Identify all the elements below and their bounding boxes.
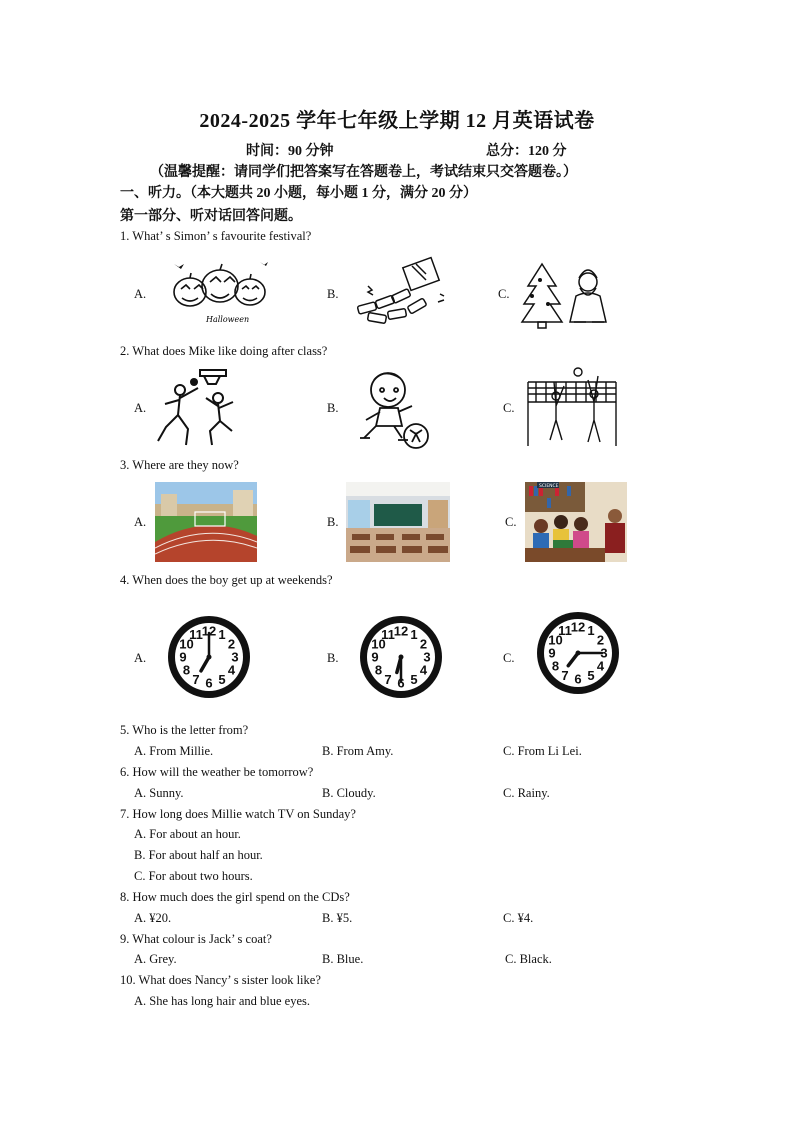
clock-number: 9 <box>179 649 187 665</box>
clock-number: 2 <box>596 632 605 648</box>
q5-option-a[interactable]: A. From Millie. <box>134 744 214 758</box>
clock-b-half-past-six <box>356 612 446 702</box>
library-photo <box>525 482 627 562</box>
clock-number: 2 <box>419 636 428 652</box>
christmas-santa-image <box>518 260 618 330</box>
clock-a-7-oclock <box>164 612 254 702</box>
halloween-pumpkins-image <box>168 256 274 330</box>
halloween-caption: Halloween <box>206 315 250 324</box>
clock-number: 8 <box>374 662 383 678</box>
question-8: 8. How much does the girl spend on the CDs? <box>120 890 350 904</box>
clock-number: 7 <box>192 672 200 688</box>
section-heading: 一、听力。（本大题共 20 小题，每小题 1 分，满分 20 分） <box>120 186 477 201</box>
question-10: 10. What does Nancy’ s sister look like? <box>120 973 321 987</box>
q1-option-c[interactable]: C. <box>498 287 510 301</box>
question-6: 6. How will the weather be tomorrow? <box>120 765 314 779</box>
q3-option-b[interactable]: B. <box>327 515 339 529</box>
q9-option-b[interactable]: B. Blue. <box>322 952 364 966</box>
clock-number: 11 <box>381 626 395 642</box>
q2-option-a[interactable]: A. <box>134 401 147 415</box>
q9-option-c[interactable]: C. Black. <box>505 952 552 966</box>
clock-number: 1 <box>410 626 418 642</box>
q6-option-b[interactable]: B. Cloudy. <box>322 786 376 800</box>
clock-number: 3 <box>231 649 239 665</box>
clock-number: 10 <box>371 636 386 652</box>
question-4: 4. When does the boy get up at weekends? <box>120 573 333 587</box>
exam-title: 2024-2025 学年七年级上学期 12 月英语试卷 <box>199 110 595 132</box>
question-3: 3. Where are they now? <box>120 458 239 472</box>
boy-football-image <box>346 366 436 452</box>
clock-number: 12 <box>393 623 409 639</box>
q5-option-b[interactable]: B. From Amy. <box>322 744 394 758</box>
clock-number: 12 <box>201 623 217 639</box>
q6-option-c[interactable]: C. Rainy. <box>503 786 550 800</box>
volleyball-players-image <box>526 366 618 448</box>
q8-option-c[interactable]: C. ¥4. <box>503 911 534 925</box>
clock-number: 2 <box>227 636 236 652</box>
playground-photo <box>155 482 257 562</box>
clock-number: 5 <box>410 672 418 688</box>
question-5: 5. Who is the letter from? <box>120 723 249 737</box>
clock-number: 1 <box>218 626 226 642</box>
classroom-photo <box>346 482 450 562</box>
q2-option-b[interactable]: B. <box>327 401 339 415</box>
q8-option-a[interactable]: A. ¥20. <box>134 911 172 925</box>
clock-number: 10 <box>548 632 563 648</box>
clock-number: 9 <box>548 645 556 661</box>
q7-option-b[interactable]: B. For about half an hour. <box>134 848 263 862</box>
clock-number: 11 <box>189 626 203 642</box>
library-sign: SCIENCE <box>539 484 559 489</box>
q1-option-b[interactable]: B. <box>327 287 339 301</box>
question-1: 1. What’ s Simon’ s favourite festival? <box>120 229 312 243</box>
clock-number: 10 <box>179 636 194 652</box>
exam-score: 总分：120 分 <box>486 144 567 159</box>
clock-number: 4 <box>596 658 605 674</box>
clock-number: 3 <box>600 645 608 661</box>
clock-number: 6 <box>397 675 405 691</box>
clock-number: 9 <box>371 649 379 665</box>
clock-number: 5 <box>218 672 226 688</box>
q10-option-a[interactable]: A. She has long hair and blue eyes. <box>134 994 311 1008</box>
part-heading: 第一部分、听对话回答问题。 <box>120 209 302 224</box>
q3-option-c[interactable]: C. <box>505 515 517 529</box>
question-9: 9. What colour is Jack’ s coat? <box>120 932 272 946</box>
clock-number: 4 <box>227 662 236 678</box>
clock-number: 11 <box>558 622 572 638</box>
clock-number: 7 <box>384 672 392 688</box>
firecrackers-image <box>348 256 454 330</box>
clock-number: 4 <box>419 662 428 678</box>
clock-number: 3 <box>423 649 431 665</box>
exam-notice: （温馨提醒：请同学们把答案写在答题卷上，考试结束只交答题卷。） <box>150 165 577 180</box>
q1-option-a[interactable]: A. <box>134 287 147 301</box>
q6-option-a[interactable]: A. Sunny. <box>134 786 184 800</box>
clock-number: 12 <box>570 619 586 635</box>
q3-option-a[interactable]: A. <box>134 515 147 529</box>
question-2: 2. What does Mike like doing after class? <box>120 344 328 358</box>
q9-option-a[interactable]: A. Grey. <box>134 952 177 966</box>
q5-option-c[interactable]: C. From Li Lei. <box>503 744 582 758</box>
clock-number: 8 <box>182 662 191 678</box>
question-7: 7. How long does Millie watch TV on Sunday? <box>120 807 356 821</box>
clock-number: 5 <box>587 668 595 684</box>
q2-option-c[interactable]: C. <box>503 401 515 415</box>
clock-c-quarter-past-seven <box>533 608 623 698</box>
q7-option-c[interactable]: C. For about two hours. <box>134 869 253 883</box>
q4-option-c[interactable]: C. <box>503 651 515 665</box>
clock-number: 8 <box>551 658 560 674</box>
q4-option-a[interactable]: A. <box>134 651 147 665</box>
clock-number: 1 <box>587 622 595 638</box>
clock-center <box>207 655 212 660</box>
q7-option-a[interactable]: A. For about an hour. <box>134 827 241 841</box>
q4-option-b[interactable]: B. <box>327 651 339 665</box>
clock-center <box>399 655 404 660</box>
clock-number: 6 <box>205 675 213 691</box>
basketball-players-image <box>152 368 246 448</box>
clock-number: 7 <box>561 668 569 684</box>
q8-option-b[interactable]: B. ¥5. <box>322 911 353 925</box>
clock-number: 6 <box>574 671 582 687</box>
exam-time: 时间：90 分钟 <box>246 144 334 159</box>
clock-center <box>576 651 581 656</box>
